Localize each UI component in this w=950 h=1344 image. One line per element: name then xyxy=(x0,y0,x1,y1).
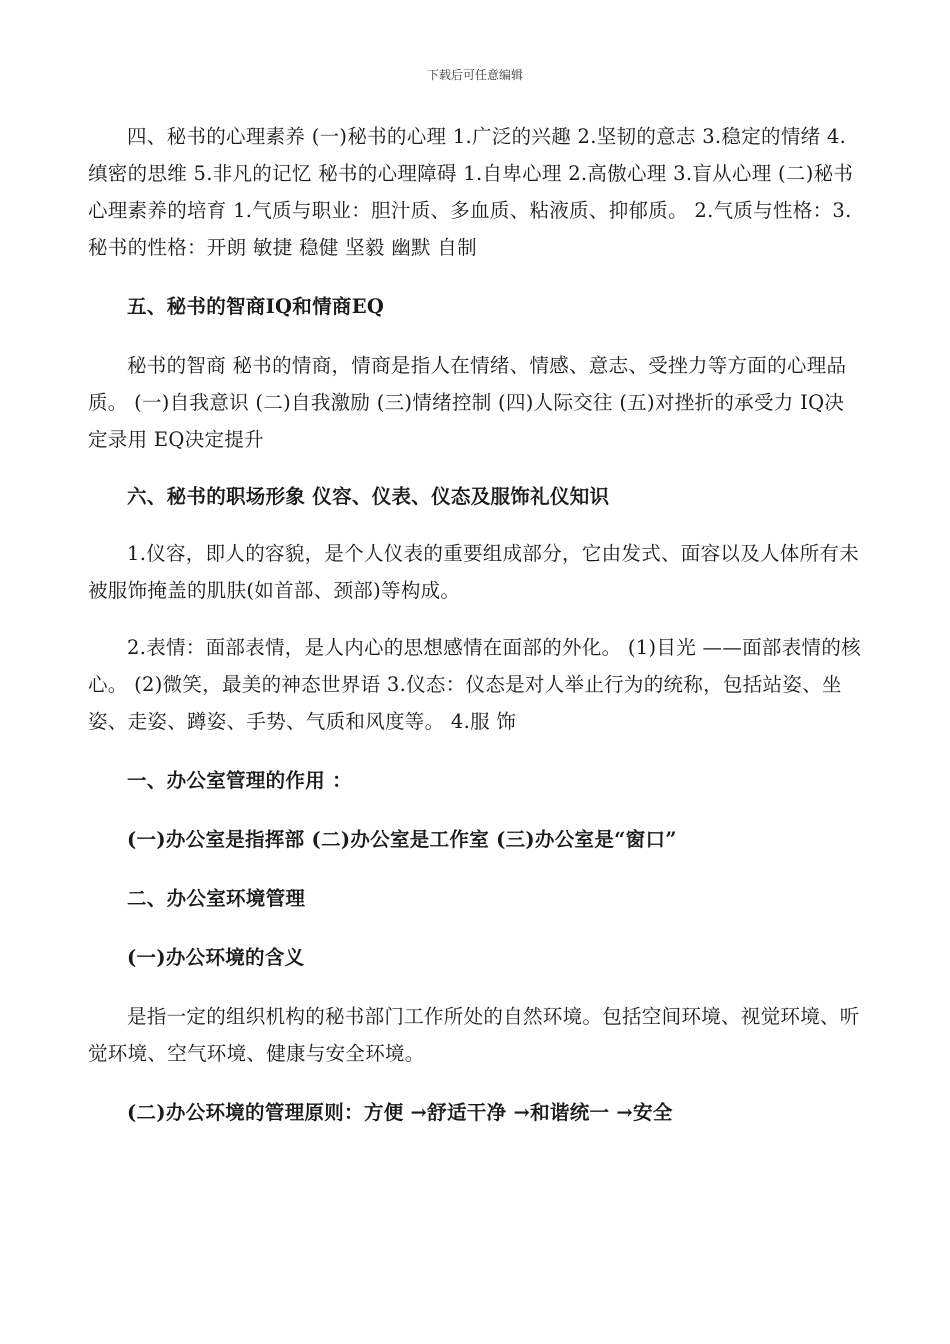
paragraph-psychology: 四、秘书的心理素养 (一)秘书的心理 1.广泛的兴趣 2.坚韧的意志 3.稳定的情绪 4.缜密的思维 5.非凡的记忆 秘书的心理障碍 1.自卑心理 2.高傲心理 3.盲从心理 (二)秘书心理素养的培育 1.气质与职业：胆汁质、多血质、粘液质、抑郁质。 2.气质与性格：3.秘书的性格：开朗 敏捷 稳健 坚毅 幽默 自制 xyxy=(88,125,854,259)
heading-workplace-image: 六、秘书的职场形象 仪容、仪表、仪态及服饰礼仪知识 xyxy=(127,485,610,508)
heading-iq-eq: 五、秘书的智商IQ和情商EQ xyxy=(127,295,385,318)
paragraph-environment: 是指一定的组织机构的秘书部门工作所处的自然环境。包括空间环境、视觉环境、听觉环境、空气环境、健康与安全环境。 xyxy=(88,1005,860,1065)
paragraph-expression: 2.表情：面部表情，是人内心的思想感情在面部的外化。 (1)目光 ——面部表情的核心。 (2)微笑，最美的神态世界语 3.仪态：仪态是对人举止行为的统称，包括站姿、坐姿、走姿、蹲姿、手势、气质和风度等。 4.服 饰 xyxy=(88,636,861,733)
heading-management-principles: (二)办公环境的管理原则：方便 →舒适干净 →和谐统一 →安全 xyxy=(127,1101,673,1124)
heading-office-environment: 二、办公室环境管理 xyxy=(127,887,306,910)
document-body xyxy=(88,118,863,1131)
page-header: 下载后可任意编辑 xyxy=(426,68,523,82)
heading-environment-meaning: (一)办公环境的含义 xyxy=(127,946,305,969)
paragraph-appearance: 1.仪容，即人的容貌，是个人仪表的重要组成部分，它由发式、面容以及人体所有未被服饰掩盖的肌肤(如首部、颈部)等构成。 xyxy=(88,542,860,602)
heading-office-roles-list: (一)办公室是指挥部 (二)办公室是工作室 (三)办公室是“窗口” xyxy=(127,828,677,851)
heading-office-role: 一、办公室管理的作用 ： xyxy=(127,769,352,792)
paragraph-eq: 秘书的智商 秘书的情商，情商是指人在情绪、情感、意志、受挫力等方面的心理品质。 (一)自我意识 (二)自我激励 (三)情绪控制 (四)人际交往 (五)对挫折的承受力 IQ决定录用 EQ决定提升 xyxy=(88,354,847,451)
